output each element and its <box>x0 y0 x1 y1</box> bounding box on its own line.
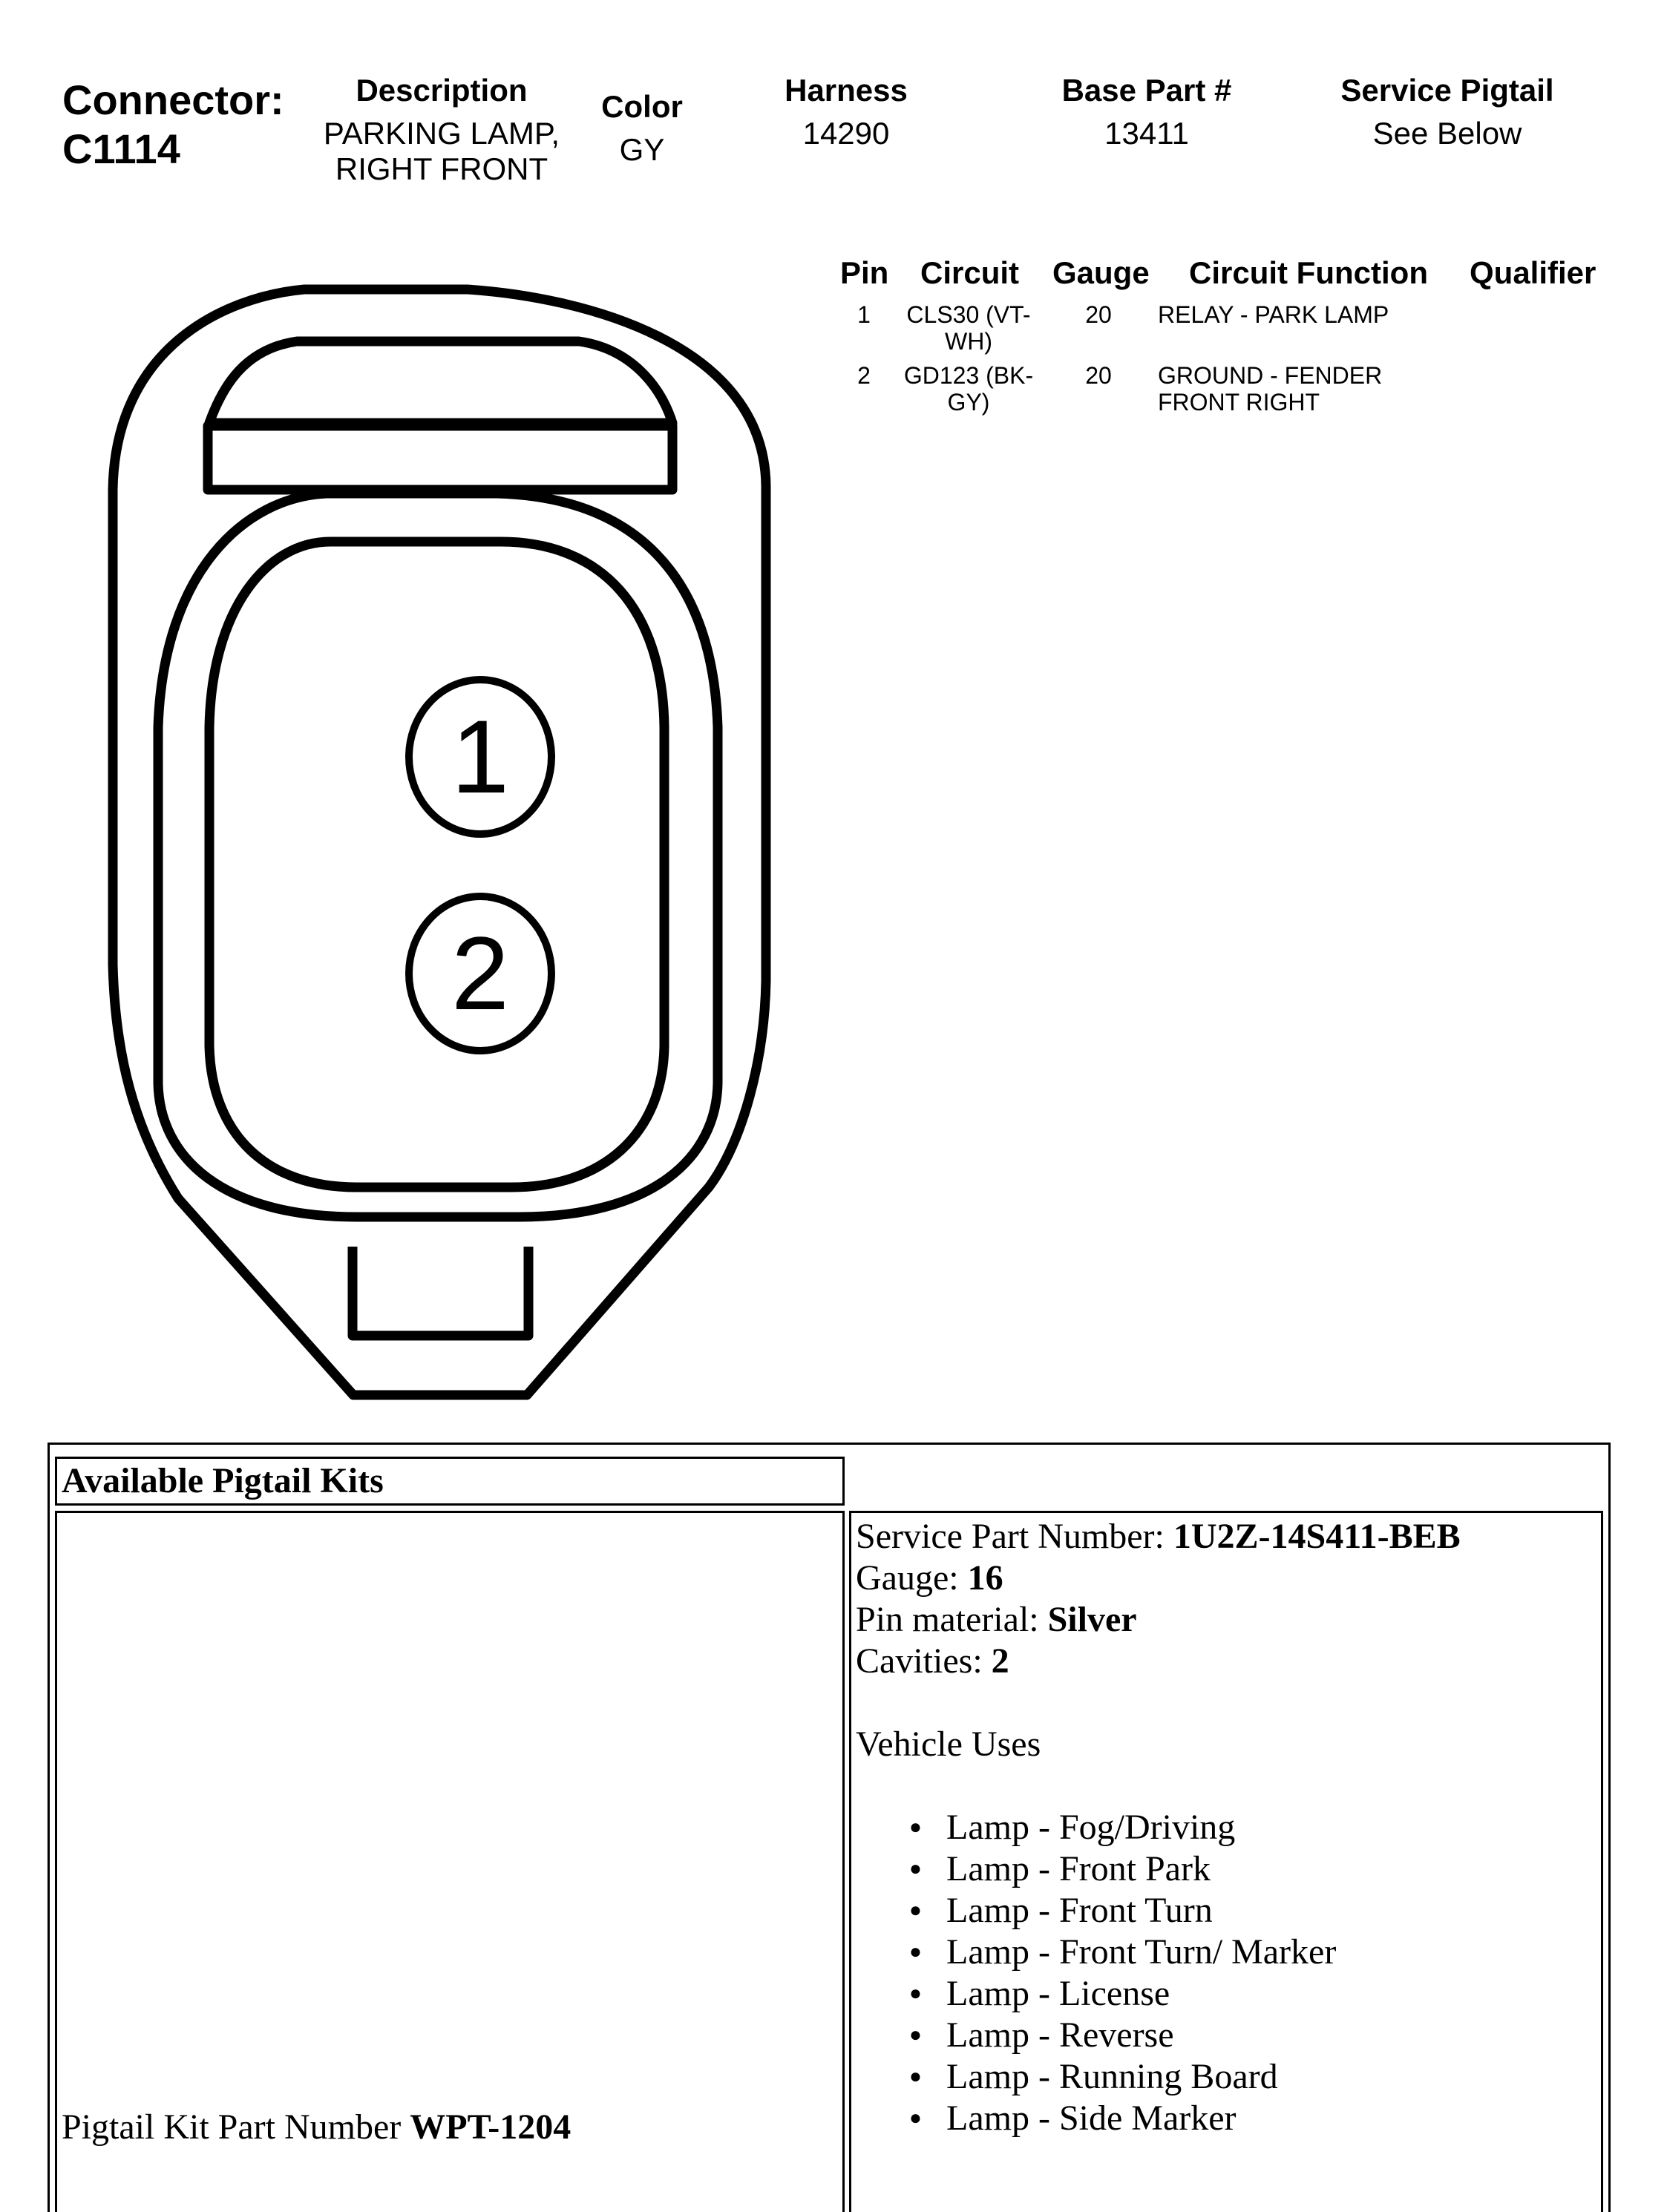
pin-2-circuit-line1: GD123 (BK- <box>903 362 1034 389</box>
gauge-label: Gauge: <box>856 1558 968 1598</box>
pin-1-function <box>1158 301 1455 328</box>
pin-material-line <box>856 1599 1598 1641</box>
vehicle-use-item: ● Lamp - Reverse <box>946 2015 1598 2056</box>
gauge-value: 16 <box>967 1558 1003 1598</box>
pin-1-circuit <box>891 301 1047 355</box>
pin-header: Pin <box>840 255 889 290</box>
service-pigtail-column <box>1306 73 1588 151</box>
pin-2-circuit-line2: GY) <box>947 389 990 416</box>
cavities-label: Cavities: <box>856 1641 992 1681</box>
qualifier-header: Qualifier <box>1470 255 1596 290</box>
service-part-label: Service Part Number: <box>856 1517 1173 1556</box>
base-part-value: 13411 <box>1104 116 1189 151</box>
cavities-value: 2 <box>991 1641 1009 1681</box>
vehicle-use-item: ● Lamp - Front Park <box>946 1848 1598 1890</box>
pin-1-function-line1: RELAY - PARK LAMP <box>1158 301 1389 328</box>
pin-1-circuit-line1: CLS30 (VT- <box>906 301 1031 328</box>
pin-2-circuit <box>891 362 1047 416</box>
circuit-header: Circuit <box>920 255 1020 290</box>
vehicle-uses-list <box>856 1807 1598 2139</box>
service-pigtail-value: See Below <box>1372 116 1522 151</box>
circuit-function-header: Circuit Function <box>1189 255 1428 290</box>
pigtail-title-cell <box>55 1457 845 1506</box>
connector-id: C1114 <box>62 125 180 172</box>
vehicle-use-item: ● Lamp - Running Board <box>946 2056 1598 2098</box>
description-line2: RIGHT FRONT <box>335 151 548 186</box>
base-part-column <box>1024 73 1269 151</box>
color-value: GY <box>619 132 665 167</box>
pin-2-function-line1: GROUND - FENDER <box>1158 362 1383 389</box>
pin-material-label: Pin material: <box>856 1600 1048 1639</box>
vehicle-use-item: ● Lamp - Front Turn <box>946 1890 1598 1932</box>
pin-2-gauge: 20 <box>1085 362 1112 389</box>
vehicle-uses-label: Vehicle Uses <box>856 1724 1041 1764</box>
pigtail-details-cell <box>849 1511 1603 2212</box>
pigtail-kit-part <box>62 2107 571 2147</box>
pin-1-circuit-line2: WH) <box>945 328 992 355</box>
connector-diagram <box>0 0 816 1425</box>
service-pigtail-label: Service Pigtail <box>1340 73 1554 108</box>
gauge-line <box>856 1558 1598 1599</box>
description-line1: PARKING LAMP, <box>323 116 560 151</box>
pigtail-kit-part-value: WPT-1204 <box>410 2107 572 2147</box>
service-part-value: 1U2Z-14S411-BEB <box>1173 1517 1461 1556</box>
connector-label: Connector: <box>62 76 284 123</box>
harness-value: 14290 <box>802 116 890 151</box>
harness-label: Harness <box>785 73 908 108</box>
vehicle-use-item: ● Lamp - Front Turn/ Marker <box>946 1932 1598 1973</box>
pin-1-number: 1 <box>857 301 871 328</box>
pin-2-label: 2 <box>451 915 509 1031</box>
connector-latch <box>208 426 672 490</box>
pigtail-kit-part-label: Pigtail Kit Part Number <box>62 2107 410 2147</box>
pin-1-label: 1 <box>451 698 509 815</box>
pin-2-function-line2: FRONT RIGHT <box>1158 389 1320 416</box>
service-part-line <box>856 1516 1598 1558</box>
pigtail-kit-cell <box>55 1511 845 2212</box>
pin-1-gauge: 20 <box>1085 301 1112 328</box>
connector-key <box>353 1247 528 1336</box>
vehicle-use-item: ● Lamp - License <box>946 1973 1598 2015</box>
cavities-line <box>856 1641 1598 1682</box>
gauge-header: Gauge <box>1052 255 1150 290</box>
pigtail-details <box>856 1516 1598 2139</box>
pin-2-number: 2 <box>857 362 871 389</box>
vehicle-use-item: ● Lamp - Side Marker <box>946 2098 1598 2139</box>
pin-material-value: Silver <box>1047 1600 1137 1639</box>
connector-top-dome <box>209 341 672 423</box>
description-label: Description <box>356 73 528 108</box>
pigtail-title: Available Pigtail Kits <box>62 1461 384 1500</box>
color-label: Color <box>601 89 683 124</box>
connector-cavity <box>209 542 664 1187</box>
vehicle-use-item: ● Lamp - Fog/Driving <box>946 1807 1598 1848</box>
base-part-label: Base Part # <box>1061 73 1232 108</box>
pin-2-function <box>1158 362 1455 416</box>
